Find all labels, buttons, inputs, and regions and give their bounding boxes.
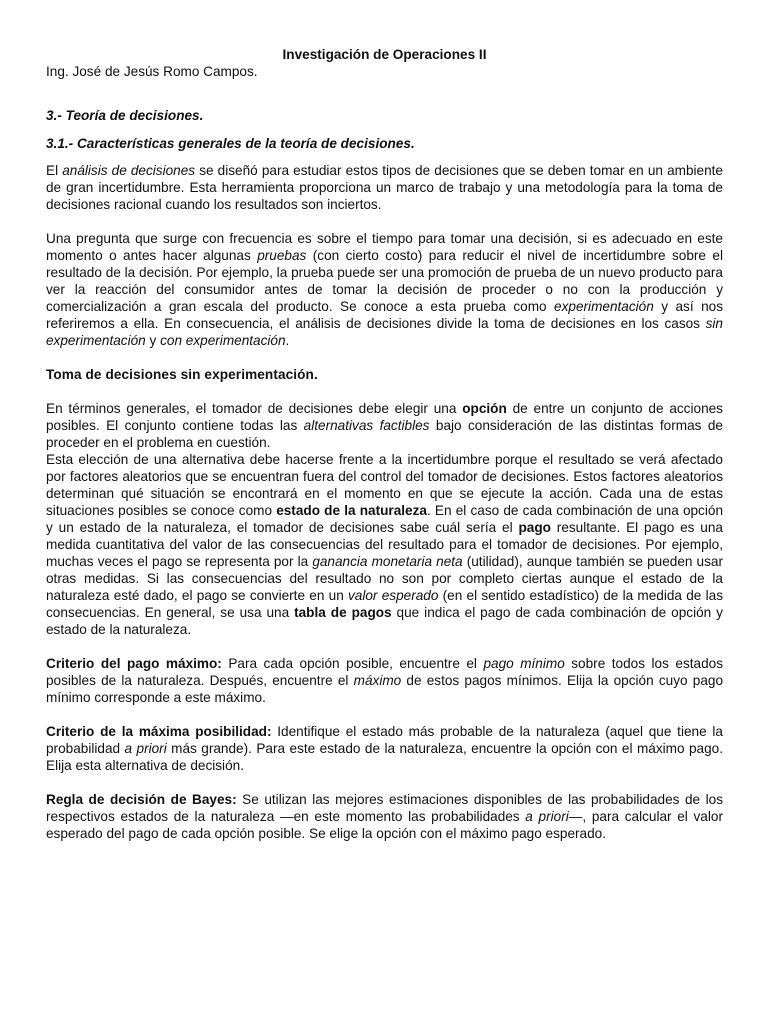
text-run: resultante. El pago es una medida cuantitativa del valor de las consecuencias del resultado para el tomador de decisiones. Por ejemplo, muchas veces el pago se representa por la bbox=[46, 520, 723, 569]
italic-term: sin experimentación bbox=[46, 316, 723, 348]
italic-term: pruebas bbox=[257, 248, 307, 263]
paragraph-opcion bbox=[46, 400, 723, 451]
text-run: se diseñó para estudiar estos tipos de decisiones que se deben tomar en un ambiente de gran incertidumbre. Esta herramienta proporciona un marco de trabajo y una metodología para la toma de decisiones racional cuando los resultados son inciertos. bbox=[46, 163, 723, 212]
bold-term: tabla de pagos bbox=[294, 605, 392, 620]
paragraph-estado-naturaleza bbox=[46, 451, 723, 638]
bold-term: estado de la naturaleza bbox=[276, 503, 427, 518]
italic-term: máximo bbox=[353, 673, 402, 688]
text-run: Una pregunta que surge con frecuencia es sobre el tiempo para tomar una decisión, si es adecuado en este momento o antes hacer algunas bbox=[46, 231, 723, 263]
text-run: En términos generales, el tomador de decisiones debe elegir una bbox=[46, 401, 463, 416]
italic-term: análisis de decisiones bbox=[62, 163, 196, 178]
text-run: sobre todos los estados posibles de la naturaleza. Después, encuentre el bbox=[46, 656, 723, 688]
text-run: y así nos referiremos a ella. En consecuencia, el análisis de decisiones divide la toma de decisiones en los casos bbox=[46, 299, 723, 331]
section-heading-teoria: 3.- Teoría de decisiones. bbox=[46, 108, 204, 123]
text-run: de entre un conjunto de acciones posibles. El conjunto contiene todas las bbox=[46, 401, 723, 433]
text-run: El bbox=[46, 163, 63, 178]
author-line: Ing. José de Jesús Romo Campos. bbox=[46, 64, 258, 79]
italic-term: pago mínimo bbox=[483, 656, 565, 671]
criterion-label: Criterio de la máxima posibilidad: bbox=[46, 724, 272, 739]
document-title: Investigación de Operaciones II bbox=[282, 47, 487, 62]
text-run: . bbox=[285, 333, 290, 348]
italic-term: con experimentación bbox=[160, 333, 286, 348]
text-run: —, para calcular el valor esperado del pago de cada opción posible. Se elige la opción con el máximo pago esperado. bbox=[46, 809, 723, 841]
italic-term: experimentación bbox=[554, 299, 654, 314]
text-run: y bbox=[145, 333, 161, 348]
italic-term: valor esperado bbox=[348, 588, 439, 603]
text-run: Esta elección de una alternativa debe hacerse frente a la incertidumbre porque el resultado se verá afectado por factores aleatorios que se encuentran fuera del control del tomador de decisiones. Estos factores aleatorios determinan qué situación se encontrará en el momento en que se ejecute la acción. Cada una de estas situaciones posibles se conoce como bbox=[46, 452, 723, 518]
paragraph-criterio-pago-maximo bbox=[46, 655, 723, 706]
paragraph-regla-bayes bbox=[46, 791, 723, 842]
italic-term: ganancia monetaria neta bbox=[312, 554, 463, 569]
text-run: de estos pagos mínimos. Elija la opción cuyo pago mínimo corresponde a este máximo. bbox=[46, 673, 724, 705]
text-run: . En el caso de cada combinación de una opción y un estado de la naturaleza, el tomador de decisiones sabe cuál sería el bbox=[46, 503, 723, 535]
criterion-label: Regla de decisión de Bayes: bbox=[46, 792, 237, 807]
text-run: Identifique el estado más probable de la naturaleza (aquel que tiene la probabilidad bbox=[46, 724, 723, 756]
section-heading-sin-experimentacion: Toma de decisiones sin experimentación. bbox=[46, 367, 318, 382]
paragraph-analisis bbox=[46, 162, 723, 213]
text-run: que indica el pago de cada combinación de opción y estado de la naturaleza. bbox=[46, 605, 723, 637]
bold-term: pago bbox=[518, 520, 551, 535]
text-run: (con cierto costo) para reducir el nivel de incertidumbre sobre el resultado de la decisión. Por ejemplo, la prueba puede ser una promoción de prueba de un nuevo producto para ver la reacción del consumidor antes de tomar la decisión de proceder o no con la producción y comercialización a gran escala del producto. Se conoce a esta prueba como bbox=[46, 248, 723, 314]
text-run: (en el sentido estadístico) de la medida de las consecuencias. En general, se usa una bbox=[46, 588, 723, 620]
italic-term: a priori bbox=[124, 741, 167, 756]
text-run: Para cada opción posible, encuentre el bbox=[221, 656, 484, 671]
text-run: bajo consideración de las distintas formas de proceder en el problema en cuestión. bbox=[46, 418, 723, 450]
text-run: más grande). Para este estado de la naturaleza, encuentre la opción con el máximo pago. Elija esta alternativa de decisión. bbox=[46, 741, 723, 773]
criterion-label: Criterio del pago máximo: bbox=[46, 656, 222, 671]
text-run: (utilidad), aunque también se pueden usar otras medidas. Si las consecuencias del resultado no son por completo ciertas aunque el estado de la naturaleza esté dado, el pago se convierte en un bbox=[46, 554, 724, 603]
text-run: Se utilizan las mejores estimaciones disponibles de las probabilidades de los respectivos estados de la naturaleza —en este momento las probabilidades bbox=[46, 792, 723, 824]
paragraph-criterio-maxima-posibilidad bbox=[46, 723, 723, 774]
bold-term: opción bbox=[462, 401, 507, 416]
paragraph-experimentacion bbox=[46, 230, 723, 349]
subsection-heading-caracteristicas: 3.1.- Características generales de la teoría de decisiones. bbox=[46, 136, 415, 151]
italic-term: a priori bbox=[525, 809, 569, 824]
italic-term: alternativas factibles bbox=[303, 418, 430, 433]
